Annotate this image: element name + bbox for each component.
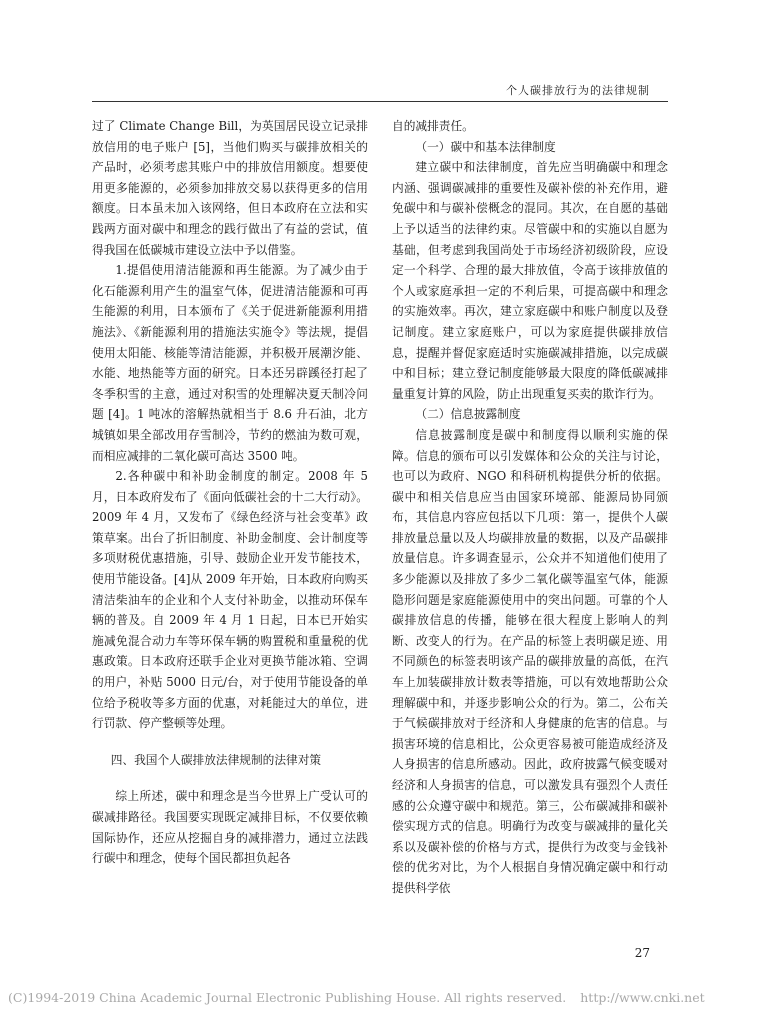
body-paragraph: 建立碳中和法律制度，首先应当明确碳中和理念内涵、强调碳减排的重要性及碳补偿的补充作用，避免碳中和与碳补偿概念的混同。其次，在自愿的基础上予以适当的法律约束。尽管碳中和的实施以自愿为基础，但考虑到我国尚处于市场经济初级阶段，应设定一个科学、合理的最大排放值，令高于该排放值的个人或家庭承担一定的不利后果，可提高碳中和理念的实施效率。再次，建立家庭碳中和账户制度以及登记制度。建立家庭账户，可以为家庭提供碳排放信息，提醒并督促家庭适时实施碳减排措施，以完成碳中和目标；建立登记制度能够最大限度的降低碳减排量重复计算的风险，防止出现重复买卖的欺诈行为。: [392, 160, 668, 401]
footer: [8, 990, 752, 1005]
body-paragraph: 自的减排责任。: [392, 119, 474, 133]
subsection-heading: （一）碳中和基本法律制度: [415, 139, 556, 154]
section-heading: 四、我国个人碳排放法律规制的法律对策: [110, 752, 322, 767]
subsection-heading: （二）信息披露制度: [415, 407, 521, 422]
body-paragraph: 过了 Climate Change Bill，为英国居民设立记录排放信用的电子账户 [5]，当他们购买与碳排放相关的产品时，必须考虑其账户中的排放信用额度。想要使用更多能源的，必须参加排放交易以获得更多的信用额度。日本虽未加入该网络，但日本政府在立法和实践两方面对碳中和理念的践行做出了有益的尝试，值得我国在低碳城市建设立法中予以借鉴。: [92, 119, 368, 257]
header-rule: [92, 101, 668, 102]
body-paragraph: 1.提倡使用清洁能源和再生能源。为了减少由于化石能源利用产生的温室气体，促进清洁能源和可再生能源的利用，日本颁布了《关于促进新能源利用措施法》、《新能源利用的措施法实施令》等法规，提倡使用太阳能、核能等清洁能源，并积极开展潮汐能、水能、地热能等方面的研究。日本还另辟蹊径打起了冬季积雪的主意，通过对积雪的处理解决夏天制冷问题 [4]。1 吨冰的溶解热就相当于 8.6 升石油，北方城镇如果全部改用存雪制冷，节约的燃油为数可观，而相应减排的二氧化碳可高达 3500 吨。: [92, 263, 368, 463]
copyright-notice: (C)1994-2019 China Academic Journal Electronic Publishing House. All rights reserved.: [8, 990, 567, 1005]
running-head: 个人碳排放行为的法律规制: [506, 84, 650, 97]
body-paragraph: 信息披露制度是碳中和制度得以顺利实施的保障。信息的颁布可以引发媒体和公众的关注与讨论，也可以为政府、NGO 和科研机构提供分析的依据。碳中和相关信息应当由国家环境部、能源局协同颁布，其信息内容应包括以下几项：第一，提供个人碳排放量总量以及人均碳排放量的数据，以及产品碳排放量信息。许多调查显示，公众并不知道他们使用了多少能源以及排放了多少二氧化碳等温室气体，能源隐形问题是家庭能源使用中的突出问题。可靠的个人碳排放信息的传播，能够在很大程度上影响人的判断、改变人的行为。在产品的标签上表明碳足迹、用不同颜色的标签表明该产品的碳排放量的高低，在汽车上加装碳排放计数表等措施，可以有效地帮助公众理解碳中和，并逐步影响公众的行为。第二，公布关于气候碳排放对于经济和人身健康的危害的信息。与损害环境的信息相比，公众更容易被可能造成经济及人身损害的信息所感动。因此，政府披露气候变暖对经济和人身损害的信息，可以激发具有强烈个人责任感的公众遵守碳中和规范。第三，公布碳减排和碳补偿实现方式的信息。明确行为改变与碳减排的量化关系以及碳补偿的价格与方式，提供行为改变与金钱补偿的优劣对比，为个人根据自身情况确定碳中和行动提供科学依: [392, 427, 668, 895]
right-column: [392, 116, 668, 899]
body-paragraph: 综上所述，碳中和理念是当今世界上广受认可的碳减排路径。我国要实现既定减排目标，不仅要依赖国际协作，还应从挖掘自身的减排潜力，通过立法践行碳中和理念，使每个国民都担负起各: [92, 789, 368, 866]
page-number: 27: [634, 946, 650, 960]
footer-url[interactable]: http://www.cnki.net: [580, 990, 705, 1005]
left-column: [92, 116, 368, 869]
body-paragraph: 2.各种碳中和补助金制度的制定。2008 年 5 月，日本政府发布了《面向低碳社会的十二大行动》。2009 年 4 月，又发布了《绿色经济与社会变革》政策草案。出台了折旧制度、补助金制度、会计制度等多项财税优惠措施，引导、鼓励企业开发节能技术，使用节能设备。[4]从 2009 年开始，日本政府向购买清洁柴油车的企业和个人支付补助金，以推动环保车辆的普及。自 2009 年 4 月 1 日起，日本已开始实施减免混合动力车等环保车辆的购置税和重量税的优惠政策。日本政府还联手企业对更换节能冰箱、空调的用户，补贴 5000 日元/台，对于使用节能设备的单位给予税收等多方面的优惠，对耗能过大的单位，进行罚款、停产整顿等处理。: [92, 469, 368, 731]
